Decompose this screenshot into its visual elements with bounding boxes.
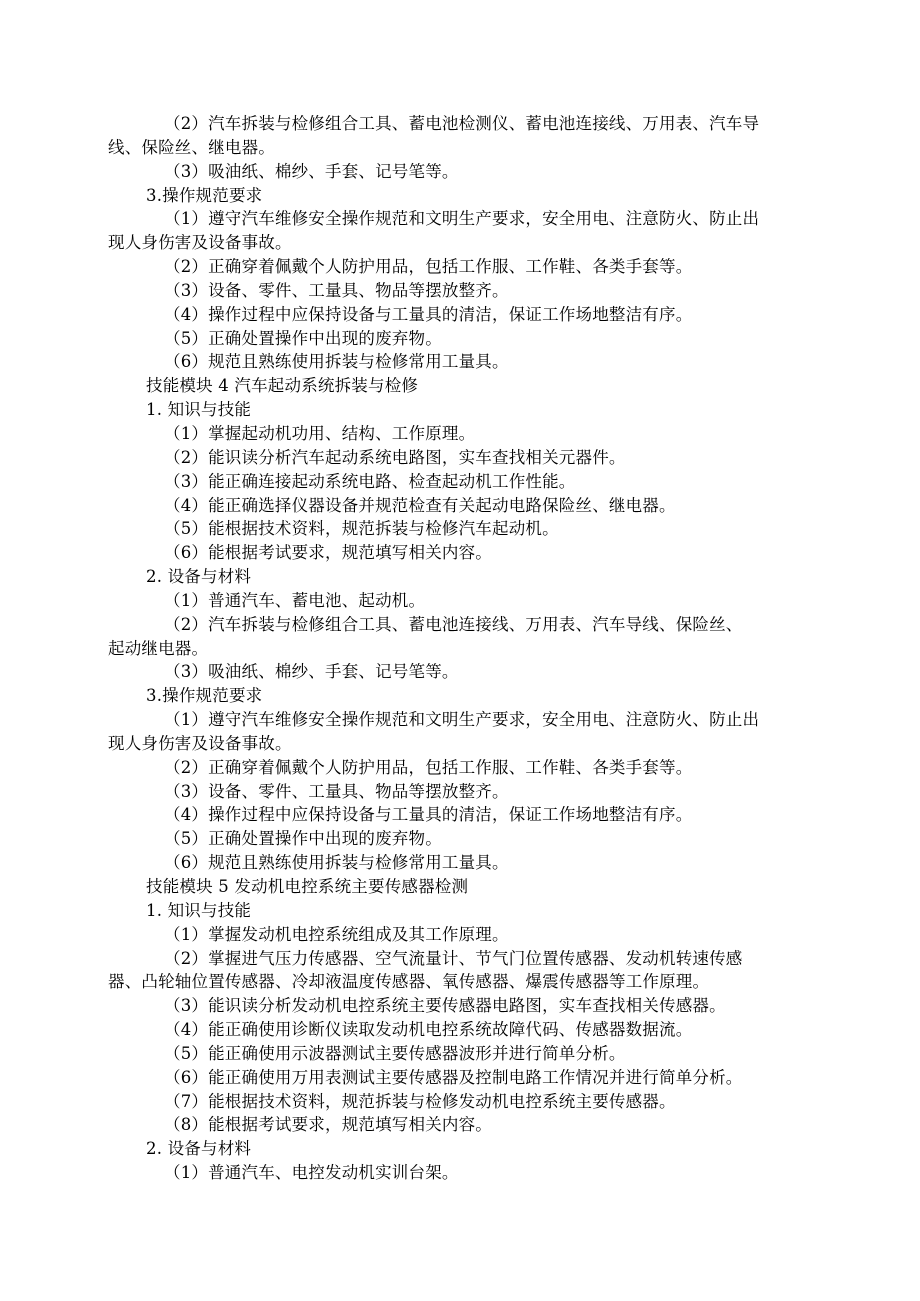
text-line: （2）正确穿着佩戴个人防护用品，包括工作服、工作鞋、各类手套等。 bbox=[164, 257, 693, 277]
text-line: （1）遵守汽车维修安全操作规范和文明生产要求，安全用电、注意防火、防止出 bbox=[164, 209, 760, 229]
text-line: （2）汽车拆装与检修组合工具、蓄电池连接线、万用表、汽车导线、保险丝、 bbox=[164, 614, 743, 634]
text-line: （7）能根据技术资料，规范拆装与检修发动机电控系统主要传感器。 bbox=[164, 1091, 676, 1111]
text-line: 2. 设备与材料 bbox=[146, 1139, 252, 1159]
text-line: （3）吸油纸、棉纱、手套、记号笔等。 bbox=[164, 662, 459, 682]
text-line: （3）能识读分析发动机电控系统主要传感器电路图，实车查找相关传感器。 bbox=[164, 996, 726, 1016]
text-line: 2. 设备与材料 bbox=[146, 567, 252, 587]
text-line: （2）掌握进气压力传感器、空气流量计、节气门位置传感器、发动机转速传感 bbox=[164, 948, 743, 968]
text-line: （5）正确处置操作中出现的废弃物。 bbox=[164, 829, 442, 849]
document-body bbox=[108, 112, 814, 1185]
text-line: （4）能正确使用诊断仪读取发动机电控系统故障代码、传感器数据流。 bbox=[164, 1020, 693, 1040]
text-line: （6）能根据考试要求，规范填写相关内容。 bbox=[164, 543, 492, 563]
text-line: （5）正确处置操作中出现的废弃物。 bbox=[164, 328, 442, 348]
text-line: （8）能根据考试要求，规范填写相关内容。 bbox=[164, 1115, 492, 1135]
text-line: （6）规范且熟练使用拆装与检修常用工量具。 bbox=[164, 352, 509, 372]
text-line: 1. 知识与技能 bbox=[146, 900, 252, 920]
text-line: （5）能根据技术资料，规范拆装与检修汽车起动机。 bbox=[164, 519, 559, 539]
text-line: 线、保险丝、继电器。 bbox=[108, 137, 275, 157]
text-line: （6）规范且熟练使用拆装与检修常用工量具。 bbox=[164, 853, 509, 873]
text-line: （5）能正确使用示波器测试主要传感器波形并进行简单分析。 bbox=[164, 1043, 626, 1063]
text-line: 现人身伤害及设备事故。 bbox=[108, 733, 292, 753]
text-line: 器、凸轮轴位置传感器、冷却液温度传感器、氧传感器、爆震传感器等工作原理。 bbox=[108, 972, 710, 992]
text-line: 1. 知识与技能 bbox=[146, 400, 252, 420]
text-line: （3）设备、零件、工量具、物品等摆放整齐。 bbox=[164, 781, 509, 801]
text-line: （3）能正确连接起动系统电路、检查起动机工作性能。 bbox=[164, 471, 576, 491]
text-line: 技能模块 4 汽车起动系统拆装与检修 bbox=[146, 376, 419, 396]
text-line: （1）普通汽车、电控发动机实训台架。 bbox=[164, 1163, 459, 1183]
text-line: （2）汽车拆装与检修组合工具、蓄电池检测仪、蓄电池连接线、万用表、汽车导 bbox=[164, 114, 760, 133]
text-line: （2）正确穿着佩戴个人防护用品，包括工作服、工作鞋、各类手套等。 bbox=[164, 757, 693, 777]
text-line: （1）遵守汽车维修安全操作规范和文明生产要求，安全用电、注意防火、防止出 bbox=[164, 710, 760, 730]
text-line: （2）能识读分析汽车起动系统电路图，实车查找相关元器件。 bbox=[164, 447, 626, 467]
text-line: 现人身伤害及设备事故。 bbox=[108, 233, 292, 253]
text-line: （4）操作过程中应保持设备与工量具的清洁，保证工作场地整洁有序。 bbox=[164, 304, 693, 324]
text-line: （3）设备、零件、工量具、物品等摆放整齐。 bbox=[164, 280, 509, 300]
text-line: （4）操作过程中应保持设备与工量具的清洁，保证工作场地整洁有序。 bbox=[164, 805, 693, 825]
text-line: 技能模块 5 发动机电控系统主要传感器检测 bbox=[146, 877, 469, 896]
text-line: （3）吸油纸、棉纱、手套、记号笔等。 bbox=[164, 161, 459, 181]
text-line: （1）掌握起动机功用、结构、工作原理。 bbox=[164, 423, 476, 443]
text-line: （6）能正确使用万用表测试主要传感器及控制电路工作情况并进行简单分析。 bbox=[164, 1067, 743, 1087]
text-line: 起动继电器。 bbox=[108, 638, 209, 658]
text-line: 3.操作规范要求 bbox=[146, 185, 263, 205]
text-line: 3.操作规范要求 bbox=[146, 686, 263, 706]
text-line: （1）掌握发动机电控系统组成及其工作原理。 bbox=[164, 924, 509, 944]
text-line: （4）能正确选择仪器设备并规范检查有关起动电路保险丝、继电器。 bbox=[164, 495, 676, 515]
text-line: （1）普通汽车、蓄电池、起动机。 bbox=[164, 590, 426, 610]
